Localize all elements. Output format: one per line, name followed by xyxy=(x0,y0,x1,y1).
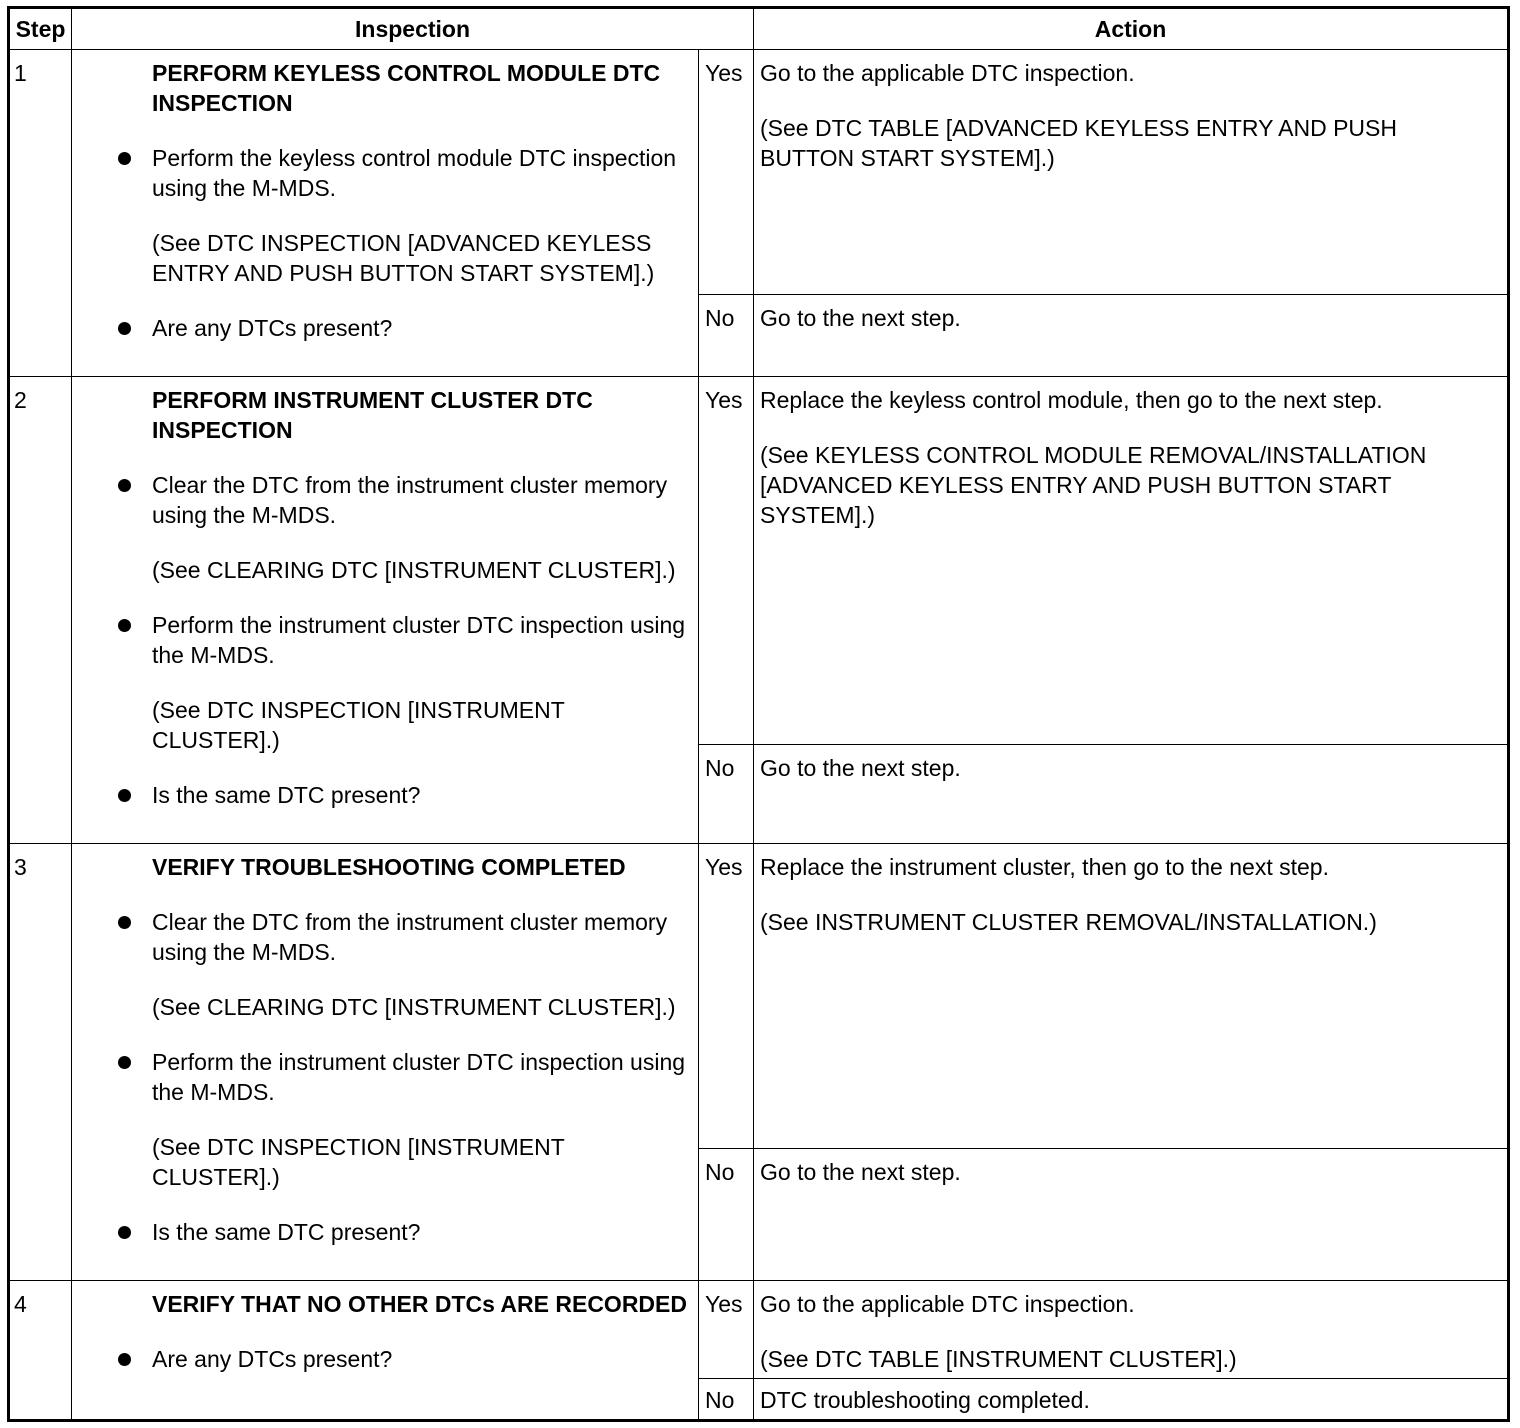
table-header-row xyxy=(9,8,1509,50)
yes-action xyxy=(754,377,1509,745)
header-inspection: Inspection xyxy=(72,8,754,50)
inspection-title: VERIFY THAT NO OTHER DTCs ARE RECORDED xyxy=(152,1291,687,1317)
inspection-question: Is the same DTC present? xyxy=(152,1217,688,1247)
inspection-item: Perform the instrument cluster DTC inspection using the M-MDS. xyxy=(152,610,688,670)
inspection-title: VERIFY TROUBLESHOOTING COMPLETED xyxy=(152,854,626,880)
step-number: 2 xyxy=(9,377,72,844)
inspection-cell xyxy=(72,844,699,1281)
inspection-reference: (See DTC INSPECTION [INSTRUMENT CLUSTER].) xyxy=(152,697,565,753)
inspection-cell xyxy=(72,50,699,377)
action-reference: (See KEYLESS CONTROL MODULE REMOVAL/INSTALLATION [ADVANCED KEYLESS ENTRY AND PUSH BUTTON START SYSTEM].) xyxy=(760,442,1427,528)
action-text: Replace the keyless control module, then go to the next step. xyxy=(760,387,1383,413)
no-action xyxy=(754,745,1509,844)
action-reference: (See INSTRUMENT CLUSTER REMOVAL/INSTALLATION.) xyxy=(760,909,1377,935)
inspection-question: Are any DTCs present? xyxy=(152,1344,688,1374)
no-label: No xyxy=(699,745,754,844)
step-number: 1 xyxy=(9,50,72,377)
inspection-reference: (See CLEARING DTC [INSTRUMENT CLUSTER].) xyxy=(152,557,676,583)
inspection-item: Perform the keyless control module DTC inspection using the M-MDS. xyxy=(152,143,688,203)
no-label: No xyxy=(699,295,754,377)
yes-action xyxy=(754,844,1509,1149)
header-action: Action xyxy=(754,8,1509,50)
table-row-step-1-yes xyxy=(9,50,1509,295)
action-text: Go to the applicable DTC inspection. xyxy=(760,1291,1135,1317)
action-text: Go to the applicable DTC inspection. xyxy=(760,60,1135,86)
yes-action xyxy=(754,50,1509,295)
yes-label: Yes xyxy=(699,1281,754,1379)
table-row-step-3-yes xyxy=(9,844,1509,1149)
table-row-step-2-yes xyxy=(9,377,1509,745)
inspection-reference: (See DTC INSPECTION [INSTRUMENT CLUSTER].) xyxy=(152,1134,565,1190)
dtc-troubleshooting-table xyxy=(7,6,1510,1422)
table-row-step-4-yes xyxy=(9,1281,1509,1379)
no-action xyxy=(754,1379,1509,1421)
no-label: No xyxy=(699,1379,754,1421)
yes-label: Yes xyxy=(699,844,754,1149)
inspection-question: Are any DTCs present? xyxy=(152,313,688,343)
action-text: Go to the next step. xyxy=(760,1159,961,1185)
inspection-title: PERFORM INSTRUMENT CLUSTER DTC INSPECTION xyxy=(152,387,593,443)
inspection-cell xyxy=(72,1281,699,1421)
header-step: Step xyxy=(9,8,72,50)
action-text: DTC troubleshooting completed. xyxy=(760,1387,1090,1413)
inspection-question: Is the same DTC present? xyxy=(152,780,688,810)
inspection-reference: (See DTC INSPECTION [ADVANCED KEYLESS ENTRY AND PUSH BUTTON START SYSTEM].) xyxy=(152,230,655,286)
inspection-cell xyxy=(72,377,699,844)
inspection-item: Clear the DTC from the instrument cluster memory using the M-MDS. xyxy=(152,907,688,967)
yes-label: Yes xyxy=(699,377,754,745)
no-label: No xyxy=(699,1149,754,1281)
action-reference: (See DTC TABLE [INSTRUMENT CLUSTER].) xyxy=(760,1346,1237,1372)
no-action xyxy=(754,1149,1509,1281)
yes-label: Yes xyxy=(699,50,754,295)
no-action xyxy=(754,295,1509,377)
inspection-item: Perform the instrument cluster DTC inspection using the M-MDS. xyxy=(152,1047,688,1107)
action-text: Replace the instrument cluster, then go to the next step. xyxy=(760,854,1329,880)
inspection-reference: (See CLEARING DTC [INSTRUMENT CLUSTER].) xyxy=(152,994,676,1020)
step-number: 3 xyxy=(9,844,72,1281)
inspection-title: PERFORM KEYLESS CONTROL MODULE DTC INSPECTION xyxy=(152,60,661,116)
yes-action xyxy=(754,1281,1509,1379)
action-reference: (See DTC TABLE [ADVANCED KEYLESS ENTRY AND PUSH BUTTON START SYSTEM].) xyxy=(760,115,1397,171)
action-text: Go to the next step. xyxy=(760,305,961,331)
action-text: Go to the next step. xyxy=(760,755,961,781)
inspection-item: Clear the DTC from the instrument cluster memory using the M-MDS. xyxy=(152,470,688,530)
step-number: 4 xyxy=(9,1281,72,1421)
